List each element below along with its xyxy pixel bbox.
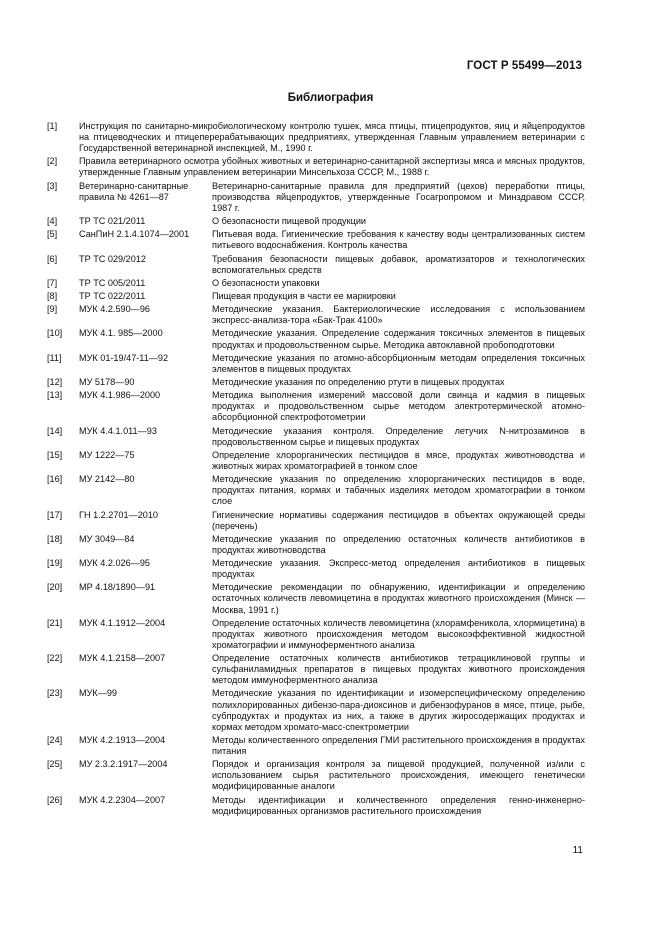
entry-document-code: ТР ТС 005/2011 <box>79 277 146 288</box>
bibliography-entry <box>47 229 585 251</box>
entry-document-code: МУ 2.3.2.1917—2004 <box>79 759 168 770</box>
entry-document-code: ТР ТС 022/2011 <box>79 290 146 301</box>
entry-description: Методические указания. Экспресс-метод определения антибиотиков в пищевых продуктах <box>212 558 585 580</box>
bibliography-entry <box>47 688 585 732</box>
entry-description: Порядок и организация контроля за пищевой продукцией, полученной из/или с использованием сырья растительного происхождения, имеющего генетически модифицированные аналоги <box>212 759 585 792</box>
entry-description: Методические указания по идентификации и изомерспецифическому определению полихлорированных дибензо-пара-диоксинов и дибензофуранов в мясе, птице, рыбе, субпродуктах и продуктах из них, а также в других жиросодержащих продуктах и кормах методом хромато-масс-спектрометрии <box>212 688 585 732</box>
entry-number: [18] <box>47 533 63 544</box>
entry-description: Методы количественного определения ГМИ растительного происхождения в продуктах питания <box>212 734 585 757</box>
entry-document-code: МУК 4.1.1912—2004 <box>79 617 166 628</box>
bibliography-entry <box>47 377 585 388</box>
entry-description: Методические указания по определению остаточных количеств антибиотиков в продуктах животноводства <box>212 533 585 555</box>
entry-document-code: МУК 4.2.590—96 <box>79 304 150 315</box>
entry-document-code: МУК 4.1.2158—2007 <box>79 653 166 664</box>
bibliography-entry <box>47 618 585 651</box>
bibliography-entry <box>47 759 585 792</box>
entry-document-code: МУ 3049—84 <box>79 533 135 544</box>
entry-number: [14] <box>47 425 63 436</box>
bibliography-entry <box>47 390 585 423</box>
bibliography-entry <box>47 121 585 154</box>
entry-text: Правила ветеринарного осмотра убойных животных и ветеринарно-санитарной экспертизы мяса и мясных продуктов, утвержденные Главным управлением ветеринарии Минсельхоза СССР, М., 1988 г. <box>79 156 585 178</box>
entry-description: О безопасности пищевой продукции <box>212 216 367 227</box>
entry-description: Питьевая вода. Гигиенические требования к качеству воды централизованных систем питьевого водоснабжения. Контроль качества <box>212 229 585 251</box>
entry-description: Ветеринарно-санитарные правила для предприятий (цехов) переработки птицы, производства яйцепродуктов, утвержденные Госагропромом и Минздравом СССР, 1987 г. <box>212 180 585 213</box>
bibliography-entry <box>47 426 585 448</box>
entry-description: Пищевая продукция в части ее маркировки <box>212 290 396 301</box>
entry-number: [15] <box>47 449 63 460</box>
entry-number: [13] <box>47 390 63 401</box>
entry-description: Определение остаточных количеств левомицетина (хлорамфеникола, хлормицетина) в продуктах животного происхождения методом высокоэффективной жидкостной хроматографии и иммуноферментного анализа <box>212 617 585 650</box>
entry-document-code: СанПиН 2.1.4.1074—2001 <box>79 229 190 240</box>
entry-number: [10] <box>47 328 63 339</box>
entry-description: Методические рекомендации по обнаружению, идентификации и определению остаточных количеств левомицетина в продуктах животного происхождения (Минск — Москва, 1991 г.) <box>212 582 585 615</box>
entry-document-code: ТР ТС 029/2012 <box>79 253 146 264</box>
entry-number: [26] <box>47 794 63 805</box>
entry-document-code: МУК 4.1.986—2000 <box>79 390 161 401</box>
entry-document-code: ТР ТС 021/2011 <box>79 216 146 227</box>
entry-document-code: МУК 4.1. 985—2000 <box>79 328 163 339</box>
entry-description: Методические указания. Бактериологические исследования с использованием экспресс-анализа-тора «Бак-Трак 4100» <box>212 304 585 326</box>
entry-number: [20] <box>47 582 63 593</box>
entry-description: О безопасности упаковки <box>212 277 320 288</box>
entry-number: [1] <box>47 121 58 131</box>
entry-document-code: МУ 5178—90 <box>79 377 135 387</box>
entry-document-code: МУ 2142—80 <box>79 474 135 485</box>
bibliography-entry <box>47 534 585 556</box>
entry-number: [24] <box>47 734 63 745</box>
entry-description: Методические указания по определению ртути в пищевых продуктах <box>212 377 505 387</box>
bibliography-entry <box>47 795 585 817</box>
bibliography-entry <box>47 156 585 178</box>
entry-description: Методические указания по атомно-абсорбционным методам определения токсичных элементов в пищевых продуктах <box>212 352 585 374</box>
bibliography-entry <box>47 278 585 289</box>
entry-document-code: МУК 4.4.1.011—93 <box>79 425 157 436</box>
entry-document-code: МУК 4.2.2304—2007 <box>79 794 166 805</box>
page-title: Библиография <box>287 92 374 104</box>
bibliography-entry <box>47 181 585 214</box>
entry-number: [9] <box>47 304 58 315</box>
entry-description: Методические указания. Определение содержания токсичных элементов в пищевых продуктах и продовольственном сырье. Методика автоклавной пробоподготовки <box>212 328 585 350</box>
bibliography-entry <box>47 291 585 302</box>
bibliography-entry <box>47 353 585 375</box>
bibliography-entry <box>47 216 585 227</box>
entry-document-code: ГН 1.2.2701—2010 <box>79 509 159 520</box>
entry-description: Методика выполнения измерений массовой доли свинца и кадмия в пищевых продуктах и продовольственном сырье методом электротермической атомно-абсорбционной спектрофотометрии <box>212 390 585 423</box>
standard-designation: ГОСТ Р 55499—2013 <box>466 60 582 72</box>
entry-description: Методические указания по определению хлорорганических пестицидов в воде, продуктах питания, кормах и табачных изделиях методом хроматографии в тонком слое <box>212 474 585 507</box>
bibliography-entry <box>47 328 585 350</box>
entry-number: [21] <box>47 617 63 628</box>
entry-number: [5] <box>47 229 58 240</box>
entry-number: [7] <box>47 277 58 288</box>
bibliography-entry <box>47 735 585 757</box>
bibliography-entry <box>47 510 585 532</box>
entry-number: [12] <box>47 377 63 387</box>
entry-description: Методические указания контроля. Определение летучих N-нитрозаминов в продовольственном сырье и пищевых продуктах <box>212 425 585 447</box>
entry-number: [25] <box>47 759 63 770</box>
entry-description: Гигиенические нормативы содержания пестицидов в объектах окружающей среды (перечень) <box>212 509 585 531</box>
entry-number: [22] <box>47 653 63 664</box>
entry-number: [11] <box>47 352 62 363</box>
bibliography-entry <box>47 304 585 326</box>
entry-document-code: МР 4.18/1890—91 <box>79 582 156 593</box>
bibliography-entry <box>47 653 585 686</box>
entry-description: Требования безопасности пищевых добавок, ароматизаторов и технологических вспомогательных средств <box>212 253 585 275</box>
entry-number: [6] <box>47 253 58 264</box>
entry-document-code: МУ 1222—75 <box>79 449 135 460</box>
bibliography-entry <box>47 254 585 276</box>
entry-number: [8] <box>47 290 58 301</box>
entry-document-code: Ветеринарно-санитарные правила № 4261—87 <box>79 180 189 202</box>
bibliography-entry <box>47 558 585 580</box>
entry-number: [4] <box>47 216 58 227</box>
bibliography-list <box>47 121 585 819</box>
entry-document-code: МУК 4.2.1913—2004 <box>79 734 166 745</box>
entry-description: Определение остаточных количеств антибиотиков тетрациклиновой группы и сульфаниламидных препаратов в пищевых продуктах животного происхождения методом иммуноферментного анализа <box>212 653 585 686</box>
entry-number: [2] <box>47 156 58 167</box>
entry-text: Инструкция по санитарно-микробиологическому контролю тушек, мяса птицы, птицепродуктов, яиц и яйцепродуктов на птицеводческих и птицеперерабатывающих предприятиях, утвержденная Главным управлением ветеринарии с Государственной ветеринарной инспекцией, М., 1990 г. <box>79 121 585 154</box>
bibliography-entry <box>47 450 585 472</box>
entry-document-code: МУК 4.2.026—95 <box>79 558 150 569</box>
entry-document-code: МУК—99 <box>79 688 117 699</box>
entry-number: [16] <box>47 474 63 485</box>
entry-description: Методы идентификации и количественного определения генно-инженерно-модифицированных организмов растительного происхождения <box>212 794 585 816</box>
entry-number: [3] <box>47 180 58 191</box>
entry-description: Определение хлорорганических пестицидов в мясе, продуктах животноводства и животных жирах хроматографией в тонком слое <box>212 449 585 471</box>
entry-number: [19] <box>47 558 63 569</box>
page-number: 11 <box>572 845 583 856</box>
bibliography-entry <box>47 582 585 615</box>
entry-number: [17] <box>47 509 63 520</box>
entry-number: [23] <box>47 688 63 699</box>
entry-document-code: МУК 01-19/47-11—92 <box>79 352 169 363</box>
bibliography-entry <box>47 474 585 507</box>
